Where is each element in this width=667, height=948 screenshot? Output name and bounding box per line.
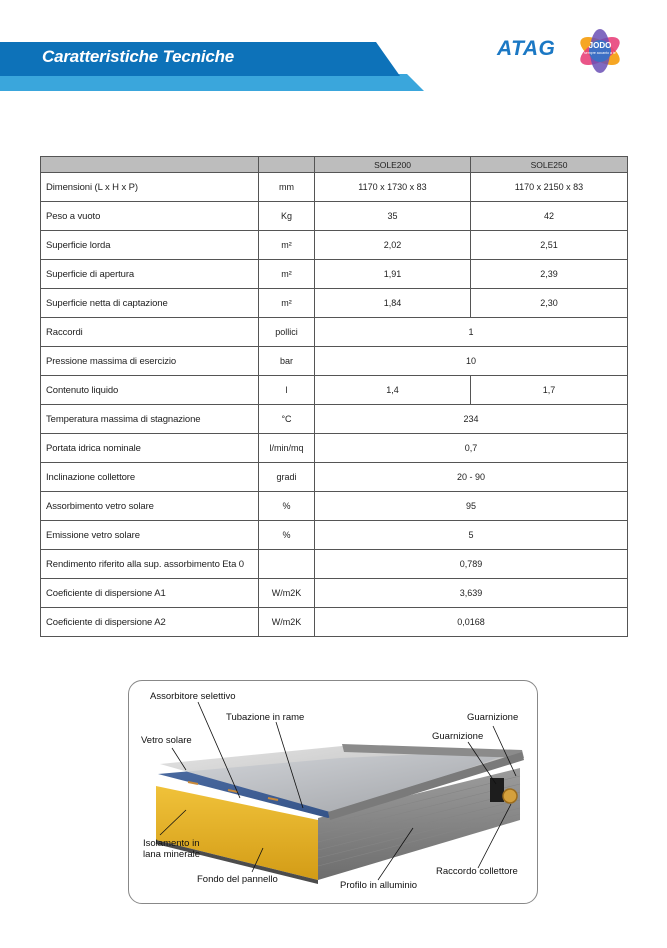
label-vetro: Vetro solare xyxy=(141,735,192,746)
table-row xyxy=(41,521,628,550)
label-isolamento: Isolamento in lana minerale xyxy=(143,838,201,860)
header-banner-accent xyxy=(0,74,424,91)
row-label: Dimensioni (L x H x P) xyxy=(41,173,259,202)
row-label: Inclinazione collettore xyxy=(41,463,259,492)
row-label: Emissione vetro solare xyxy=(41,521,259,550)
row-unit: % xyxy=(259,521,315,550)
table-row xyxy=(41,405,628,434)
row-value-sole200: 2,02 xyxy=(315,231,471,260)
row-label: Temperatura massima di stagnazione xyxy=(41,405,259,434)
row-value-shared: 0,789 xyxy=(315,550,628,579)
row-value-shared: 95 xyxy=(315,492,628,521)
column-header-label xyxy=(41,157,259,173)
table-row xyxy=(41,231,628,260)
row-value-sole200: 1,84 xyxy=(315,289,471,318)
table-row xyxy=(41,173,628,202)
table-row xyxy=(41,492,628,521)
label-fondo: Fondo del pannello xyxy=(197,874,278,885)
row-value-shared: 1 xyxy=(315,318,628,347)
jodo-tagline: sempre accanto a te xyxy=(584,51,616,55)
row-value-sole200: 1,4 xyxy=(315,376,471,405)
row-value-sole250: 42 xyxy=(471,202,628,231)
spec-table xyxy=(40,156,628,637)
column-header-sole250: SOLE250 xyxy=(471,157,628,173)
row-label: Superficie lorda xyxy=(41,231,259,260)
table-row xyxy=(41,463,628,492)
row-label: Rendimento riferito alla sup. assorbimento Eta 0 xyxy=(41,550,259,579)
row-unit: W/m2K xyxy=(259,608,315,637)
label-profilo: Profilo in alluminio xyxy=(340,880,418,891)
row-label: Coeficiente di dispersione A2 xyxy=(41,608,259,637)
row-value-sole200: 1,91 xyxy=(315,260,471,289)
table-row xyxy=(41,347,628,376)
row-unit: bar xyxy=(259,347,315,376)
table-row xyxy=(41,608,628,637)
row-value-sole200: 1170 x 1730 x 83 xyxy=(315,173,471,202)
label-guarnizione-1: Guarnizione xyxy=(467,712,519,723)
table-row xyxy=(41,579,628,608)
table-row xyxy=(41,202,628,231)
row-label: Superficie di apertura xyxy=(41,260,259,289)
row-value-sole200: 35 xyxy=(315,202,471,231)
table-row xyxy=(41,260,628,289)
row-label: Coeficiente di dispersione A1 xyxy=(41,579,259,608)
label-tubazione: Tubazione in rame xyxy=(226,712,305,723)
row-label: Pressione massima di esercizio xyxy=(41,347,259,376)
row-label: Superficie netta di captazione xyxy=(41,289,259,318)
row-value-shared: 0,7 xyxy=(315,434,628,463)
jodo-brand-text: JODO xyxy=(588,41,612,50)
row-unit: W/m2K xyxy=(259,579,315,608)
row-label: Portata idrica nominale xyxy=(41,434,259,463)
row-label: Contenuto liquido xyxy=(41,376,259,405)
table-row xyxy=(41,318,628,347)
row-unit: m² xyxy=(259,260,315,289)
column-header-unit xyxy=(259,157,315,173)
label-raccordo: Raccordo collettore xyxy=(436,866,518,877)
row-value-shared: 5 xyxy=(315,521,628,550)
label-guarnizione-2: Guarnizione xyxy=(432,731,484,742)
row-unit: mm xyxy=(259,173,315,202)
row-unit: m² xyxy=(259,231,315,260)
row-value-shared: 0,0168 xyxy=(315,608,628,637)
row-unit: l xyxy=(259,376,315,405)
table-row xyxy=(41,434,628,463)
table-row xyxy=(41,289,628,318)
row-label: Raccordi xyxy=(41,318,259,347)
atag-logo: ATAG xyxy=(497,37,556,60)
gasket xyxy=(490,778,504,802)
row-value-shared: 3,639 xyxy=(315,579,628,608)
spec-table-body xyxy=(41,173,628,637)
row-label: Peso a vuoto xyxy=(41,202,259,231)
row-value-sole250: 1170 x 2150 x 83 xyxy=(471,173,628,202)
column-header-sole200: SOLE200 xyxy=(315,157,471,173)
row-unit: pollici xyxy=(259,318,315,347)
row-value-shared: 20 - 90 xyxy=(315,463,628,492)
table-row xyxy=(41,550,628,579)
row-unit: % xyxy=(259,492,315,521)
row-unit: gradi xyxy=(259,463,315,492)
collector-fitting xyxy=(503,789,517,803)
page-title: Caratteristiche Tecniche xyxy=(42,47,235,66)
row-unit: °C xyxy=(259,405,315,434)
row-unit: Kg xyxy=(259,202,315,231)
row-value-sole250: 2,39 xyxy=(471,260,628,289)
row-value-sole250: 2,30 xyxy=(471,289,628,318)
row-value-sole250: 2,51 xyxy=(471,231,628,260)
row-label: Assorbimento vetro solare xyxy=(41,492,259,521)
row-unit: l/min/mq xyxy=(259,434,315,463)
row-value-shared: 234 xyxy=(315,405,628,434)
row-value-sole250: 1,7 xyxy=(471,376,628,405)
table-row xyxy=(41,376,628,405)
table-header-row xyxy=(41,157,628,173)
row-unit xyxy=(259,550,315,579)
label-assorbitore: Assorbitore selettivo xyxy=(150,691,236,702)
row-value-shared: 10 xyxy=(315,347,628,376)
row-unit: m² xyxy=(259,289,315,318)
